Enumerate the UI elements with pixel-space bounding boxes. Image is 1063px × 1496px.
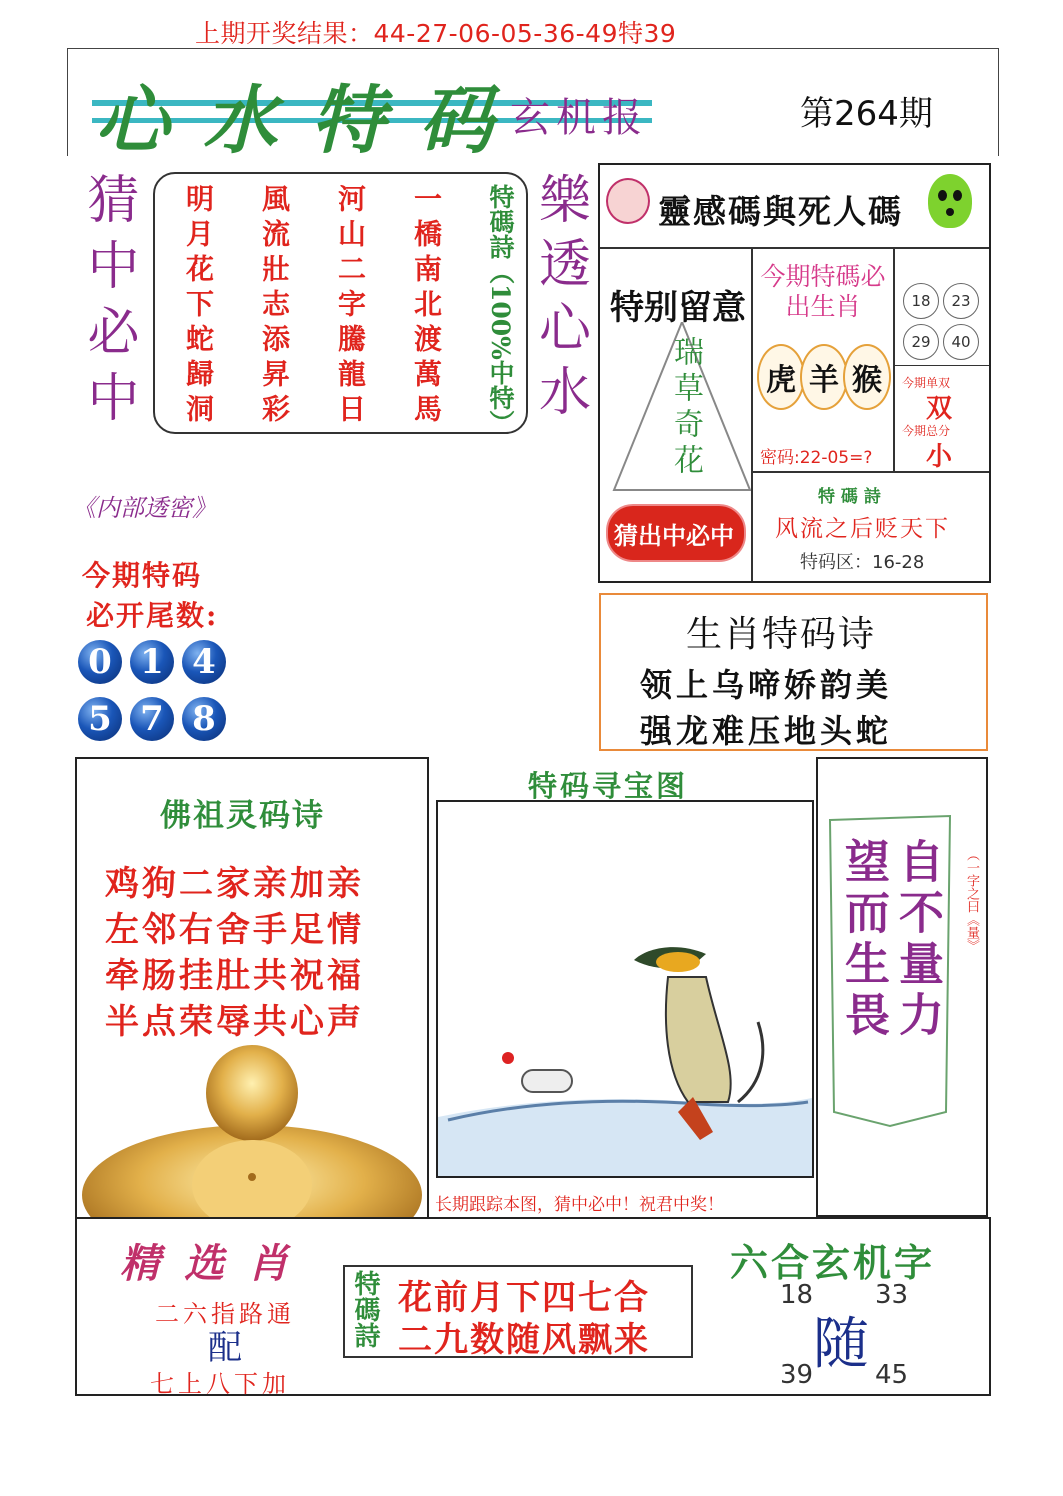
special-attention: 特别留意	[610, 288, 746, 328]
zodiac-3: 猴	[843, 344, 891, 410]
tail-ball-2: 1	[130, 640, 174, 684]
bottom-poem-line2: 二九数随风飘来	[398, 1320, 650, 1360]
poem-columns	[178, 184, 518, 435]
ling-divider	[600, 247, 989, 249]
zodiac-poem-line1: 领上乌啼娇韵美	[640, 666, 893, 704]
left-vertical	[78, 172, 138, 436]
ling-vdivider-2	[893, 249, 895, 471]
zodiac-poem-title: 生肖特码诗	[686, 614, 877, 655]
poem-column-2: 風流壯志添昇彩	[258, 184, 291, 429]
lhc-num-4: 45	[875, 1360, 909, 1390]
total-value: 小	[926, 442, 953, 472]
internal-line1: 今期特码	[82, 559, 203, 592]
lhc-num-1: 18	[780, 1280, 814, 1310]
total-label: 今期总分	[902, 424, 951, 438]
poem-column-4: 一橋南北渡萬馬	[410, 184, 443, 429]
idiom-hint: （一字之曰《量》	[964, 848, 979, 952]
lhc-title: 六合玄机字	[730, 1240, 936, 1285]
secret-code: 密码:22-05=?	[760, 448, 873, 468]
buddha-line-3: 牵肠挂肚共祝福	[105, 956, 364, 996]
lhc-char: 随	[813, 1312, 869, 1377]
this-issue-zodiac: 今期特碼必出生肖	[760, 262, 886, 321]
treasure-caption: 长期跟踪本图，猜中必中！祝君中奖！	[435, 1195, 724, 1215]
poem-label: 特碼詩（100%中特）	[486, 184, 515, 435]
internal-line2: 必开尾数:	[86, 599, 219, 632]
zodiac-2: 羊	[800, 344, 848, 410]
poem-column-1: 明月花下蛇歸洞	[182, 184, 215, 429]
bottom-line1: 二六指路通	[155, 1300, 295, 1328]
ling-poem: 风流之后贬天下	[775, 516, 950, 542]
tail-ball-5: 7	[130, 697, 174, 741]
ling-title: 靈感碼與死人碼	[658, 192, 903, 231]
skull-icon	[928, 174, 972, 228]
poem-column-3: 河山二字騰龍日	[334, 184, 367, 429]
right-vertical-text: 樂透心水	[529, 172, 590, 428]
idiom-col-1: 自不量力	[891, 838, 944, 1042]
last-result: 上期开奖结果：44-27-06-05-36-49特39	[195, 19, 677, 48]
header-subtitle: 玄机报	[510, 95, 648, 141]
ling-face-icon	[606, 178, 650, 224]
treasure-title: 特码寻宝图	[528, 769, 689, 803]
zodiac-1: 虎	[757, 344, 805, 410]
guess-badge-text: 猜出中必中	[614, 521, 734, 550]
ling-number-4: 40	[943, 324, 979, 360]
header-title: 心水特码	[95, 78, 527, 164]
zodiac-poem-line2: 强龙难压地头蛇	[640, 712, 893, 750]
ling-number-3: 29	[903, 324, 939, 360]
bottom-poem-line1: 花前月下四七合	[398, 1278, 650, 1318]
treasure-image	[438, 802, 812, 1176]
right-vertical	[530, 172, 590, 428]
idiom-col-2: 望而生畏	[837, 838, 890, 1042]
triangle-text: 瑞草奇花	[668, 336, 703, 480]
ling-poem-title: 特 碼 詩	[818, 487, 881, 507]
odd-even-label: 今期单双	[902, 376, 951, 390]
jing-title: 精选肖	[120, 1240, 312, 1287]
buddha-line-4: 半点荣辱共心声	[105, 1002, 364, 1042]
buddha-line-2: 左邻右舍手足情	[105, 910, 364, 950]
buddha-title: 佛祖灵码诗	[160, 798, 325, 834]
ling-number-2: 23	[943, 283, 979, 319]
buddha-line-1: 鸡狗二家亲加亲	[105, 864, 364, 904]
ling-hdivider	[751, 471, 989, 473]
bottom-poem-label: 特碼詩	[350, 1270, 380, 1348]
lhc-num-2: 33	[875, 1280, 909, 1310]
tail-ball-6: 8	[182, 697, 226, 741]
bottom-line2: 配	[208, 1328, 242, 1368]
internal-title: 《内部透密》	[72, 494, 216, 522]
tail-ball-4: 5	[78, 697, 122, 741]
ling-vdivider-1	[751, 249, 753, 581]
left-vertical-text: 猜中必中	[78, 172, 138, 436]
tail-ball-1: 0	[78, 640, 122, 684]
lhc-num-3: 39	[780, 1360, 814, 1390]
tail-ball-3: 4	[182, 640, 226, 684]
odd-even-value: 双	[926, 394, 953, 424]
buddha-image	[77, 1045, 427, 1217]
ling-number-1: 18	[903, 283, 939, 319]
special-zone: 特码区：16-28	[800, 552, 925, 573]
issue-number: 第264期	[800, 94, 933, 134]
bottom-line3: 七上八下加	[150, 1370, 290, 1398]
ling-hdivider-2	[895, 365, 989, 366]
